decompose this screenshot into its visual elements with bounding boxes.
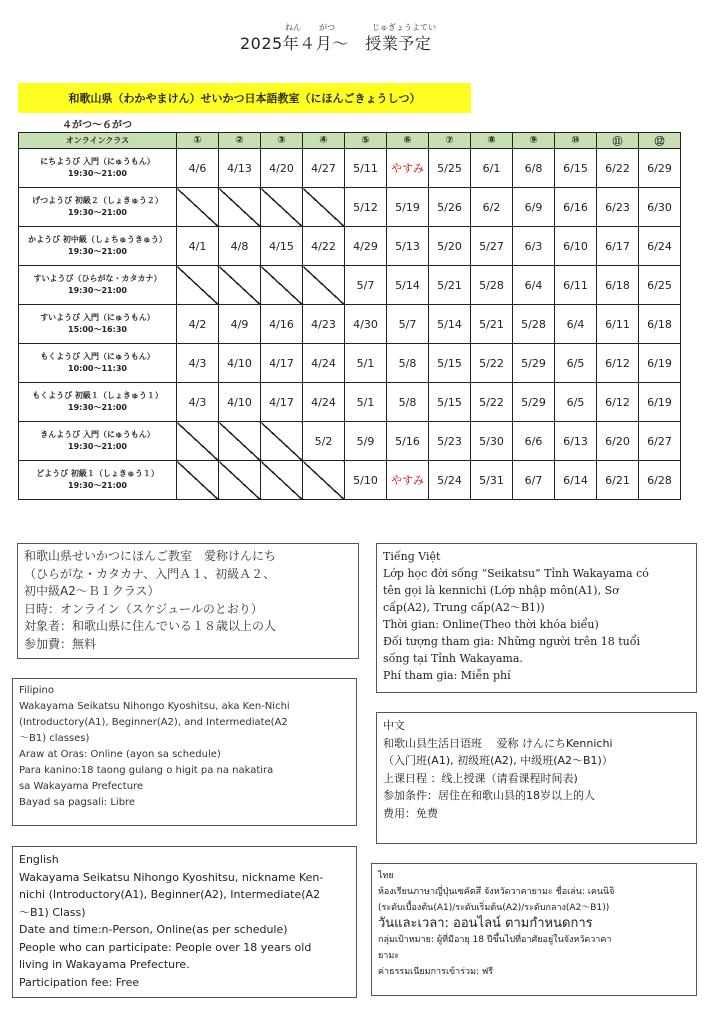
date-cell: 4/22 <box>303 227 345 266</box>
class-name: どようび 初級１（しょきゅう１） <box>36 469 159 478</box>
info-line: Bayad sa pagsali: Libre <box>19 797 136 808</box>
date-cell: 4/15 <box>261 227 303 266</box>
class-name: もくようび 入門（にゅうもん） <box>40 352 155 361</box>
date-cell: 4/10 <box>219 383 261 422</box>
class-name: もくようび 初級１（しょきゅう１） <box>32 391 163 400</box>
session-number: ⑤ <box>345 133 387 149</box>
info-line: Wakayama Seikatsu Nihongo Kyoshitsu, nickname Ken- <box>19 870 324 884</box>
date-cell: 6/24 <box>639 227 681 266</box>
info-line: tên gọi là kennichi (Lớp nhập môn(A1), Sơ <box>383 584 619 597</box>
date-cell: 4/3 <box>177 344 219 383</box>
date-cell: 5/9 <box>345 422 387 461</box>
table-row <box>19 266 681 305</box>
info-line: ～B1) Class) <box>19 905 86 919</box>
class-time: 19:30～21:00 <box>68 442 127 451</box>
date-cell: 5/14 <box>387 266 429 305</box>
info-line: （入门班(A1), 初级班(A2), 中级班(A2～B1)） <box>383 754 613 767</box>
info-box-heading: English <box>19 853 59 866</box>
date-cell: 6/12 <box>597 344 639 383</box>
info-line: 参加費：無料 <box>24 636 97 651</box>
class-time: 19:30～21:00 <box>68 286 127 295</box>
info-box-heading: 中文 <box>383 719 405 732</box>
date-cell: 6/2 <box>471 188 513 227</box>
table-row <box>19 461 681 500</box>
date-cell: 6/4 <box>513 266 555 305</box>
date-cell: 5/10 <box>345 461 387 500</box>
date-cell: 5/23 <box>429 422 471 461</box>
info-line: 和歌山県せいかつにほんご教室 愛称けんにち <box>24 549 277 563</box>
date-cell: 6/1 <box>471 149 513 188</box>
no-class-cell <box>219 422 261 461</box>
class-name: にちようび 入門（にゅうもん） <box>40 157 155 166</box>
info-box-heading: Filipino <box>19 685 54 696</box>
date-cell: 6/16 <box>555 188 597 227</box>
date-cell: やすみ <box>387 461 429 500</box>
date-cell: 5/22 <box>471 344 513 383</box>
class-name: すいようび（ひらがな・カタカナ） <box>33 274 162 283</box>
class-name-cell <box>19 344 177 383</box>
class-name-cell <box>19 227 177 266</box>
date-cell: 6/12 <box>597 383 639 422</box>
class-time: 19:30～21:00 <box>68 169 127 178</box>
info-line: Lớp học đời sống “Seikatsu” Tỉnh Wakayama có <box>383 567 649 580</box>
date-cell: 6/5 <box>555 344 597 383</box>
session-number: ② <box>219 133 261 149</box>
online-class-header: オンラインクラス <box>19 133 177 149</box>
date-cell: 5/15 <box>429 344 471 383</box>
date-cell: 6/19 <box>639 383 681 422</box>
date-cell: 4/3 <box>177 383 219 422</box>
date-cell: 6/30 <box>639 188 681 227</box>
class-banner: 和歌山県（わかやまけん）せいかつ日本語教室（にほんごきょうしつ） <box>18 83 471 113</box>
date-cell: 4/1 <box>177 227 219 266</box>
session-number: ⑪ <box>597 133 639 149</box>
title-ruby-gatsu: がつ <box>319 23 335 32</box>
info-line: Para kanino:18 taong gulang o higit pa na nakatira <box>19 765 274 776</box>
date-cell: やすみ <box>387 149 429 188</box>
session-number: ① <box>177 133 219 149</box>
class-time: 19:30～21:00 <box>68 481 127 490</box>
schedule-table <box>18 132 681 500</box>
session-number: ⑨ <box>513 133 555 149</box>
class-name-cell <box>19 305 177 344</box>
date-cell: 6/23 <box>597 188 639 227</box>
no-class-cell <box>303 188 345 227</box>
date-cell: 6/10 <box>555 227 597 266</box>
date-cell: 5/25 <box>429 149 471 188</box>
date-cell: 6/11 <box>597 305 639 344</box>
table-row <box>19 422 681 461</box>
info-line: 上课日程 ：线上授课（请看课程时间表) <box>383 771 578 785</box>
info-line: sa Wakayama Prefecture <box>19 781 144 792</box>
info-line: Participation fee: Free <box>19 975 140 989</box>
date-cell: 4/9 <box>219 305 261 344</box>
date-cell: 6/9 <box>513 188 555 227</box>
class-time: 15:00～16:30 <box>68 325 127 334</box>
session-number: ③ <box>261 133 303 149</box>
info-line: Thời gian: Online(Theo thời khóa biểu) <box>383 618 599 631</box>
date-cell: 4/24 <box>303 383 345 422</box>
date-cell: 5/1 <box>345 344 387 383</box>
date-cell: 6/17 <box>597 227 639 266</box>
date-cell: 6/18 <box>639 305 681 344</box>
info-line: nichi (Introductory(A1), Beginner(A2), Intermediate(A2 <box>19 888 321 901</box>
info-line: Wakayama Seikatsu Nihongo Kyoshitsu, aka Ken-Nichi <box>19 701 290 712</box>
date-cell: 6/11 <box>555 266 597 305</box>
info-line: sống tại Tỉnh Wakayama. <box>383 652 523 665</box>
no-class-cell <box>261 188 303 227</box>
title-text: 2025年４月～ 授業予定 <box>240 34 432 53</box>
session-number: ④ <box>303 133 345 149</box>
table-row <box>19 344 681 383</box>
info-box-japanese <box>17 543 359 659</box>
date-cell: 4/2 <box>177 305 219 344</box>
info-line: ค่าธรรมเนียมการเข้าร่วม: ฟรี <box>378 967 494 977</box>
date-cell: 6/14 <box>555 461 597 500</box>
date-cell: 4/8 <box>219 227 261 266</box>
info-line: กลุ่มเป้าหมาย: ผู้ที่มีอายุ 18 ปีขึ้นไปที่อาศัยอยู่ในจังหวัดวาคา <box>378 935 612 945</box>
period-label: ４がつ～６がつ <box>62 120 132 131</box>
table-row <box>19 227 681 266</box>
info-line: ยามะ <box>378 951 400 961</box>
date-cell: 4/13 <box>219 149 261 188</box>
date-cell: 6/4 <box>555 305 597 344</box>
date-cell: 5/19 <box>387 188 429 227</box>
class-name: すいようび 入門（にゅうもん） <box>40 313 155 322</box>
date-cell: 5/29 <box>513 383 555 422</box>
info-line: Phí tham gia: Miễn phí <box>383 669 511 682</box>
info-box-heading: Tiếng Việt <box>383 550 441 563</box>
info-line: 日時：オンライン（スケジュールのとおり） <box>24 601 263 616</box>
info-line: 和歌山县生活日语班 爱称 けんにちKennichi <box>383 736 613 750</box>
date-cell: 4/17 <box>261 344 303 383</box>
no-class-cell <box>177 422 219 461</box>
session-number: ⑦ <box>429 133 471 149</box>
title-ruby-nen: ねん <box>285 23 301 32</box>
date-cell: 6/22 <box>597 149 639 188</box>
date-cell: 5/7 <box>345 266 387 305</box>
table-row <box>19 149 681 188</box>
date-cell: 5/28 <box>471 266 513 305</box>
info-line: (ระดับเบื้องต้น(A1)/ระดับเริ่มต้น(A2)/ระดับกลาง(A2～B1)) <box>378 903 610 913</box>
table-row <box>19 188 681 227</box>
date-cell: 5/1 <box>345 383 387 422</box>
date-cell: 6/15 <box>555 149 597 188</box>
table-header-row <box>19 133 681 149</box>
table-row <box>19 305 681 344</box>
info-line: ห้องเรียนภาษาญี่ปุ่นเซคัตสึ จังหวัดวาคายามะ ชื่อเล่น: เคนนิจิ <box>378 887 615 897</box>
info-line: ～B1) classes) <box>19 733 90 744</box>
class-time: 19:30～21:00 <box>68 208 127 217</box>
info-line: living in Wakayama Prefecture. <box>19 958 190 971</box>
date-cell: 5/16 <box>387 422 429 461</box>
info-line: วันและเวลา: ออนไลน์ ตามกำหนดการ <box>378 916 593 931</box>
info-line: Đối tượng tham gia: Những người trên 18 tuổi <box>383 635 640 648</box>
no-class-cell <box>177 188 219 227</box>
date-cell: 5/15 <box>429 383 471 422</box>
date-cell: 6/28 <box>639 461 681 500</box>
info-line: 费用：免费 <box>383 806 438 820</box>
date-cell: 4/17 <box>261 383 303 422</box>
info-line: Araw at Oras: Online (ayon sa schedule) <box>19 749 221 760</box>
date-cell: 5/20 <box>429 227 471 266</box>
date-cell: 4/27 <box>303 149 345 188</box>
date-cell: 5/12 <box>345 188 387 227</box>
date-cell: 5/2 <box>303 422 345 461</box>
info-line: （ひらがな・カタカナ、入門Ａ１、初級Ａ２、 <box>24 566 276 581</box>
info-box-english <box>12 846 357 998</box>
date-cell: 5/21 <box>429 266 471 305</box>
date-cell: 5/8 <box>387 383 429 422</box>
session-number: ⑥ <box>387 133 429 149</box>
date-cell: 5/29 <box>513 344 555 383</box>
no-class-cell <box>261 461 303 500</box>
info-line: cấp(A2), Trung cấp(A2～B1)) <box>383 601 545 614</box>
date-cell: 5/26 <box>429 188 471 227</box>
class-name: かようび 初中級（しょちゅうきゅう） <box>28 235 167 244</box>
date-cell: 5/14 <box>429 305 471 344</box>
class-name-cell <box>19 266 177 305</box>
schedule-body <box>19 149 681 500</box>
date-cell: 5/8 <box>387 344 429 383</box>
date-cell: 5/27 <box>471 227 513 266</box>
session-number: ⑩ <box>555 133 597 149</box>
date-cell: 6/5 <box>555 383 597 422</box>
date-cell: 5/30 <box>471 422 513 461</box>
date-cell: 6/7 <box>513 461 555 500</box>
table-row <box>19 383 681 422</box>
class-name: きんようび 入門（にゅうもん） <box>40 430 155 439</box>
no-class-cell <box>261 266 303 305</box>
class-name-cell <box>19 383 177 422</box>
date-cell: 5/24 <box>429 461 471 500</box>
class-name-cell <box>19 422 177 461</box>
info-box-thai <box>371 863 697 996</box>
info-line: 参加条件：居住在和歌山县的18岁以上的人 <box>383 789 595 802</box>
info-box-heading: ไทย <box>378 871 394 881</box>
info-line: 対象者：和歌山県に住んでいる１８歳以上の人 <box>24 619 277 633</box>
date-cell: 4/20 <box>261 149 303 188</box>
date-cell: 5/11 <box>345 149 387 188</box>
no-class-cell <box>303 461 345 500</box>
no-class-cell <box>219 461 261 500</box>
page-title <box>240 22 480 54</box>
session-number: ⑫ <box>639 133 681 149</box>
info-line: (Introductory(A1), Beginner(A2), and Intermediate(A2 <box>19 717 288 728</box>
date-cell: 6/21 <box>597 461 639 500</box>
info-box-chinese <box>376 712 697 844</box>
info-line: People who can participate: People over 18 years old <box>19 940 312 954</box>
session-number: ⑧ <box>471 133 513 149</box>
no-class-cell <box>303 266 345 305</box>
date-cell: 6/18 <box>597 266 639 305</box>
date-cell: 4/6 <box>177 149 219 188</box>
info-line: 初中級A2～Ｂ１クラス） <box>24 584 160 598</box>
no-class-cell <box>219 266 261 305</box>
date-cell: 6/20 <box>597 422 639 461</box>
date-cell: 5/21 <box>471 305 513 344</box>
date-cell: 4/30 <box>345 305 387 344</box>
no-class-cell <box>177 461 219 500</box>
info-box-vietnamese <box>376 543 697 693</box>
date-cell: 6/29 <box>639 149 681 188</box>
date-cell: 5/31 <box>471 461 513 500</box>
date-cell: 5/7 <box>387 305 429 344</box>
title-ruby-jugyo: じゅぎょうよてい <box>372 23 436 32</box>
date-cell: 6/27 <box>639 422 681 461</box>
class-name-cell <box>19 461 177 500</box>
date-cell: 5/22 <box>471 383 513 422</box>
class-name: げつようび 初級２（しょきゅう２） <box>32 196 163 205</box>
date-cell: 5/28 <box>513 305 555 344</box>
no-class-cell <box>177 266 219 305</box>
date-cell: 4/29 <box>345 227 387 266</box>
date-cell: 6/25 <box>639 266 681 305</box>
date-cell: 6/8 <box>513 149 555 188</box>
no-class-cell <box>219 188 261 227</box>
date-cell: 4/24 <box>303 344 345 383</box>
class-time: 10:00～11:30 <box>68 364 127 373</box>
class-time: 19:30～21:00 <box>68 247 127 256</box>
class-time: 19:30～21:00 <box>68 403 127 412</box>
info-box-filipino <box>12 678 357 826</box>
class-name-cell <box>19 149 177 188</box>
date-cell: 4/10 <box>219 344 261 383</box>
no-class-cell <box>261 422 303 461</box>
info-line: Date and time:n-Person, Online(as per schedule) <box>19 923 288 936</box>
class-name-cell <box>19 188 177 227</box>
date-cell: 4/16 <box>261 305 303 344</box>
date-cell: 6/13 <box>555 422 597 461</box>
date-cell: 6/19 <box>639 344 681 383</box>
date-cell: 6/3 <box>513 227 555 266</box>
date-cell: 6/6 <box>513 422 555 461</box>
date-cell: 4/23 <box>303 305 345 344</box>
date-cell: 5/13 <box>387 227 429 266</box>
